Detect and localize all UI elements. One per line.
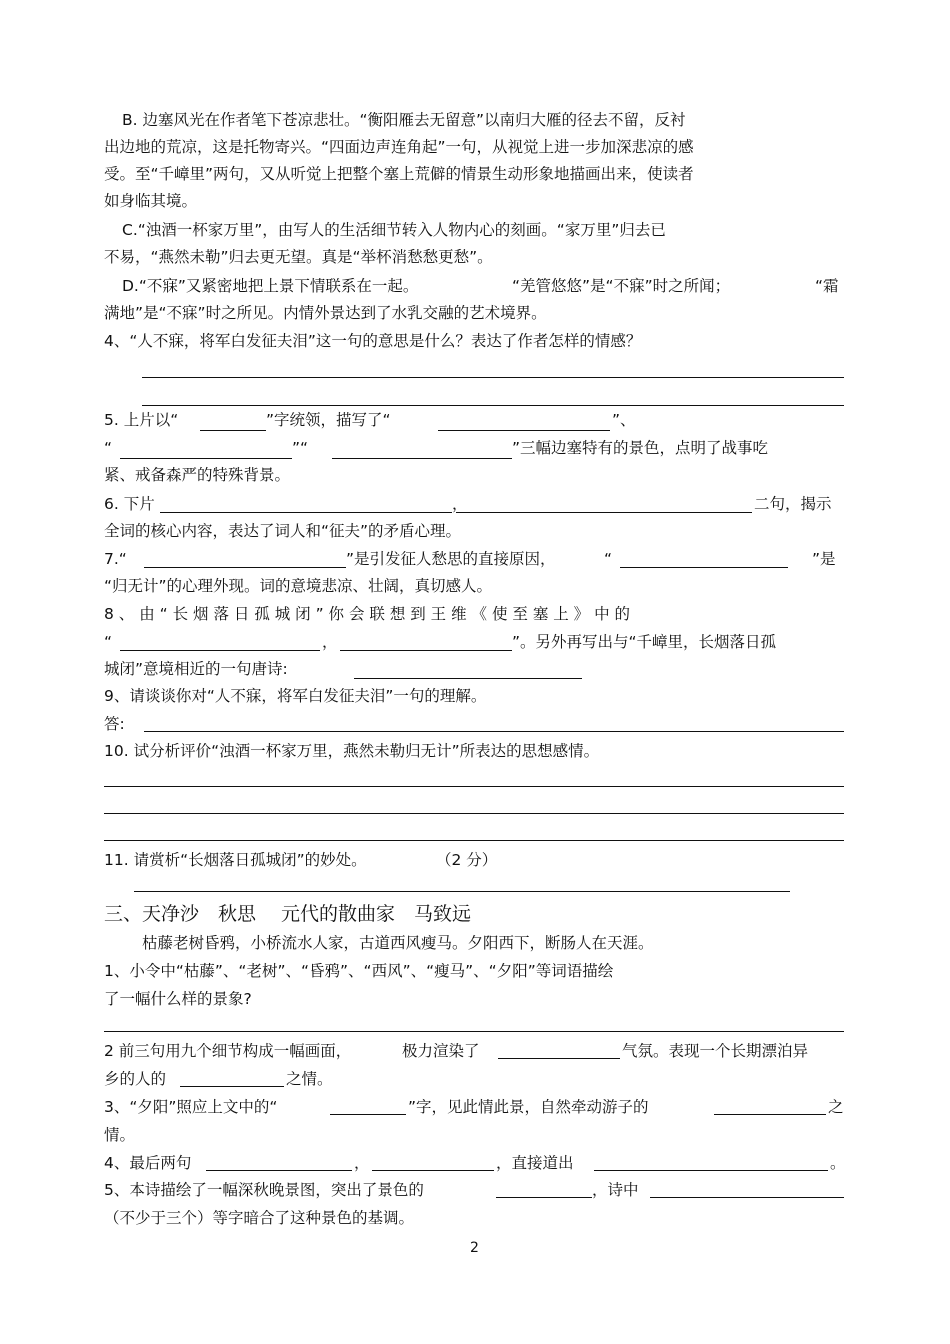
q7-blank-2[interactable] [620,567,788,568]
question-9-answer-label: 答: [104,715,125,733]
q8-blank-2[interactable] [340,650,512,651]
s4-blank-3[interactable] [594,1170,828,1171]
question-8-part-d: ”。另外再写出与“千嶂里，长烟落日孤 [512,633,777,651]
sub-question-4-part-c: ，直接道出 [496,1154,574,1172]
q6-blank-1[interactable] [160,512,452,513]
question-4: 4、“人不寐，将军白发征夫泪”这一句的意思是什么？表达了作者怎样的情感？ [104,332,642,350]
question-6-part-c: 二句，揭示 [754,495,832,513]
answer-line-q11[interactable] [134,891,790,892]
sub-question-4-part-b: ， [354,1154,370,1172]
question-6-part-d: 全词的核心内容，表达了词人和“征夫”的矛盾心理。 [104,522,462,540]
answer-line-q10-3[interactable] [104,840,844,841]
q6-blank-2[interactable] [456,512,752,513]
option-b-line-1: B. 边塞风光在作者笔下苍凉悲壮。“衡阳雁去无留意”以南归大雁的径去不留，反衬 [122,111,686,129]
answer-line-q9[interactable] [144,731,844,732]
section-3-heading: 三、天净沙 秋思 元代的散曲家 马致远 [104,903,472,925]
question-5-part-g: 紧、戒备森严的特殊背景。 [104,466,291,484]
s2-blank-2[interactable] [180,1086,284,1087]
question-9: 9、请谈谈你对“人不寐，将军白发征夫泪”一句的理解。 [104,687,487,705]
sub-question-2-part-d: 乡的人的 [104,1070,167,1088]
question-6-part-a: 6. 下片 [104,495,155,513]
q7-blank-1[interactable] [144,567,346,568]
answer-line-q10-2[interactable] [104,813,844,814]
s3-blank-1[interactable] [330,1114,406,1115]
sub-question-4-part-a: 4、最后两句 [104,1154,192,1172]
s5-blank-1[interactable] [496,1197,592,1198]
option-c-line-1: C.“浊酒一杯家万里”，由写人的生活细节转入人物内心的刻画。“家万里”归去已 [122,221,666,239]
page-number: 2 [470,1240,479,1256]
q5-blank-4[interactable] [332,458,512,459]
option-b-line-2: 出边地的荒凉，这是托物寄兴。“四面边声连角起”一句，从视觉上进一步加深悲凉的感 [104,138,694,156]
option-b-line-3: 受。至“千嶂里”两句，又从听觉上把整个塞上荒僻的情景生动形象地描画出来，使读者 [104,165,694,183]
question-7-part-c: “ [604,550,613,568]
sub-question-5-part-b: ，诗中 [592,1181,639,1199]
question-8-part-b: “ [104,633,113,651]
sub-question-2-part-e: 之情。 [286,1070,333,1088]
answer-line-q4-2[interactable] [142,405,844,406]
option-d-line-1b: “羌管悠悠”是“不寐”时之所闻； [512,277,731,295]
sub-question-3-part-b: ”字，见此情此景，自然牵动游子的 [408,1098,649,1116]
s3-blank-2[interactable] [714,1114,826,1115]
q5-blank-3[interactable] [120,458,292,459]
answer-line-s1[interactable] [104,1031,844,1032]
question-5-part-e: ”“ [292,439,309,457]
sub-question-5-part-c: （不少于三个）等字暗合了这种景色的基调。 [104,1209,415,1227]
sub-question-4-part-d: 。 [830,1154,846,1172]
sub-question-3-part-c: 之 [828,1098,844,1116]
question-7-part-d: ”是 [812,550,836,568]
question-7-part-b: ”是引发征人愁思的直接原因， [346,550,556,568]
sub-question-2-part-b: 极力渲染了 [402,1042,480,1060]
question-7-part-e: “归无计”的心理外现。词的意境悲凉、壮阔，真切感人。 [104,577,493,595]
sub-question-2-part-a: 2 前三句用九个细节构成一幅画面， [104,1042,352,1060]
answer-line-q4-1[interactable] [142,377,844,378]
option-b-line-4: 如身临其境。 [104,192,198,210]
question-5-part-a: 5. 上片以“ [104,411,179,429]
s4-blank-2[interactable] [372,1170,494,1171]
question-10: 10. 试分析评价“浊酒一杯家万里，燕然未勒归无计”所表达的思想感情。 [104,742,600,760]
question-5-part-f: ”三幅边塞特有的景色，点明了战事吃 [512,439,769,457]
option-d-line-1a: D.“不寐”又紧密地把上景下情联系在一起。 [122,277,419,295]
option-d-line-2: 满地”是“不寐”时之所见。内情外景达到了水乳交融的艺术境界。 [104,304,547,322]
option-d-line-1c: “霜 [815,277,839,295]
s4-blank-1[interactable] [206,1170,352,1171]
question-8-part-c: ， [322,633,338,651]
question-7-part-a: 7.“ [104,550,127,568]
q8-blank-3[interactable] [354,678,582,679]
answer-line-q10-1[interactable] [104,786,844,787]
question-5-part-b: ”字统领，描写了“ [266,411,391,429]
poem-text: 枯藤老树昏鸦，小桥流水人家，古道西风瘦马。夕阳西下，断肠人在天涯。 [142,934,654,952]
question-11-score: （2 分） [436,851,498,869]
sub-question-3-part-d: 情。 [104,1126,136,1144]
question-5-part-c: ”、 [612,411,636,429]
question-11: 11. 请赏析“长烟落日孤城闭”的妙处。 [104,851,367,869]
sub-question-5-part-a: 5、本诗描绘了一幅深秋晚景图，突出了景色的 [104,1181,424,1199]
question-5-part-d: “ [104,439,113,457]
sub-question-2-part-c: 气氛。表现一个长期漂泊异 [622,1042,809,1060]
q8-blank-1[interactable] [120,650,320,651]
sub-question-1-line-1: 1、小令中“枯藤”、“老树”、“昏鸦”、“西风”、“瘦马”、“夕阳”等词语描绘 [104,962,614,980]
s5-blank-2[interactable] [650,1197,844,1198]
option-c-line-2: 不易，“燕然未勒”归去更无望。真是“举杯消愁愁更愁”。 [104,248,493,266]
q5-blank-1[interactable] [200,430,266,431]
question-8-part-e: 城闭”意境相近的一句唐诗: [104,660,288,678]
sub-question-3-part-a: 3、“夕阳”照应上文中的“ [104,1098,278,1116]
sub-question-1-line-2: 了一幅什么样的景象? [104,990,252,1008]
question-6-part-b: ， [452,495,468,513]
question-8-part-a: 8 、 由 “ 长 烟 落 日 孤 城 闭 ” 你 会 联 想 到 王 维 《 使 至 塞 上 》 中 的 [104,605,631,623]
q5-blank-2[interactable] [438,430,610,431]
s2-blank-1[interactable] [498,1058,620,1059]
